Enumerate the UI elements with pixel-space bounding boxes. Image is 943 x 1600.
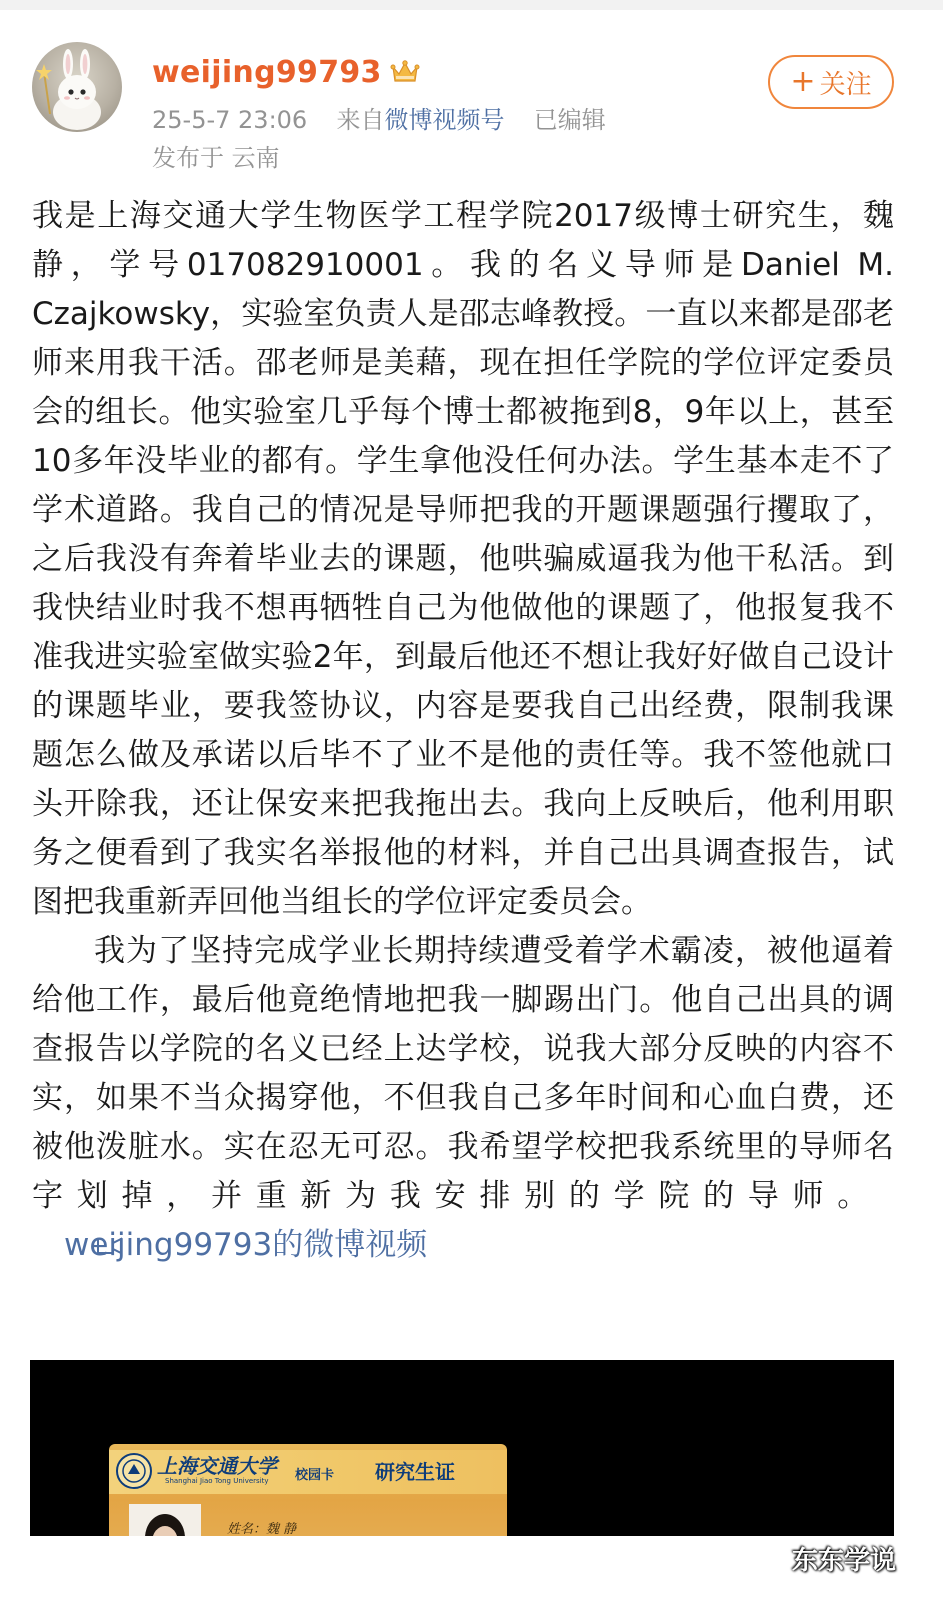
- card-school-name: 上海交通大学: [157, 1454, 277, 1478]
- card-kind: 研究生证: [375, 1460, 455, 1484]
- post-paragraph-1: 我是上海交通大学生物医学工程学院2017级博士研究生，魏静，学号017082910001。我的名义导师是Daniel M. Czajkowsky，实验室负责人是邵志峰教授。一直以来都是邵老师来用我干活。邵老师是美藉，现在担任学院的学位评定委员会的组长。他实验室几乎每个博士都被拖到8，9年以上，甚至10多年没毕业的都有。学生拿他没任何办法。学生基本走不了学术道路。我自己的情况是导师把我的开题课题强行攫取了，之后我没有奔着毕业去的课题，他哄骗威逼我为他干私活。到我快结业时我不想再牺牲自己为他做他的课题了，他报复我不准我进实验室做实验2年，到最后他还不想让我好好做自己设计的课题毕业，要我签协议，内容是要我自己出经费，限制我课题怎么做及承诺以后毕不了业不是他的责任等。我不签他就口头开除我，还让保安来把我拖出去。我向上反映后，他利用职务之便看到了我实名举报他的材料，并自己出具调查报告，试图把我重新弄回他当组长的学位评定委员会。: [32, 198, 894, 920]
- post-location: 发布于 云南: [152, 144, 280, 172]
- follow-label: 关注: [819, 69, 872, 100]
- watermark: 东东学说: [792, 1546, 897, 1576]
- top-divider: [0, 0, 943, 10]
- post-date: 25-5-7 23:06: [152, 106, 308, 134]
- post-meta: [152, 100, 606, 135]
- video-camera-icon: [32, 1223, 62, 1245]
- post-paragraph-2: [32, 927, 894, 1270]
- card-name-label: 姓名：魏 静: [227, 1522, 297, 1536]
- author-row: [152, 52, 420, 92]
- follow-button[interactable]: [768, 55, 894, 109]
- avatar[interactable]: [32, 42, 122, 132]
- source-link[interactable]: 微博视频号: [384, 106, 505, 134]
- video-player[interactable]: [30, 1360, 894, 1536]
- post-paragraph-2-text: 我为了坚持完成学业长期持续遭受着学术霸凌，被他逼着给他工作，最后他竟绝情地把我一脚踢出门。他自己出具的调查报告以学院的名义已经上达学校，说我大部分反映的内容不实，如果不当众揭穿他，不但我自己多年时间和心血白费，还被他泼脏水。实在忍无可忍。我希望学校把我系统里的导师名字划掉，并重新为我安排别的学院的导师。: [32, 933, 894, 1214]
- post-text: [32, 192, 894, 1270]
- username[interactable]: weijing99793: [152, 54, 382, 90]
- card-school-name-en: Shanghai Jiao Tong University: [165, 1477, 269, 1485]
- card-type: 校园卡: [295, 1468, 335, 1483]
- source-prefix: 来自: [336, 106, 385, 134]
- bunny-avatar-icon: [32, 42, 122, 132]
- student-id-card: [109, 1444, 507, 1536]
- video-link-label: weijing99793的微博视频: [64, 1227, 428, 1263]
- video-link[interactable]: [32, 1227, 427, 1263]
- edited-label[interactable]: 已编辑: [533, 106, 606, 134]
- university-seal-icon: [115, 1452, 153, 1490]
- crown-icon: [390, 59, 420, 85]
- card-photo: [129, 1504, 201, 1536]
- plus-icon: +: [790, 64, 816, 99]
